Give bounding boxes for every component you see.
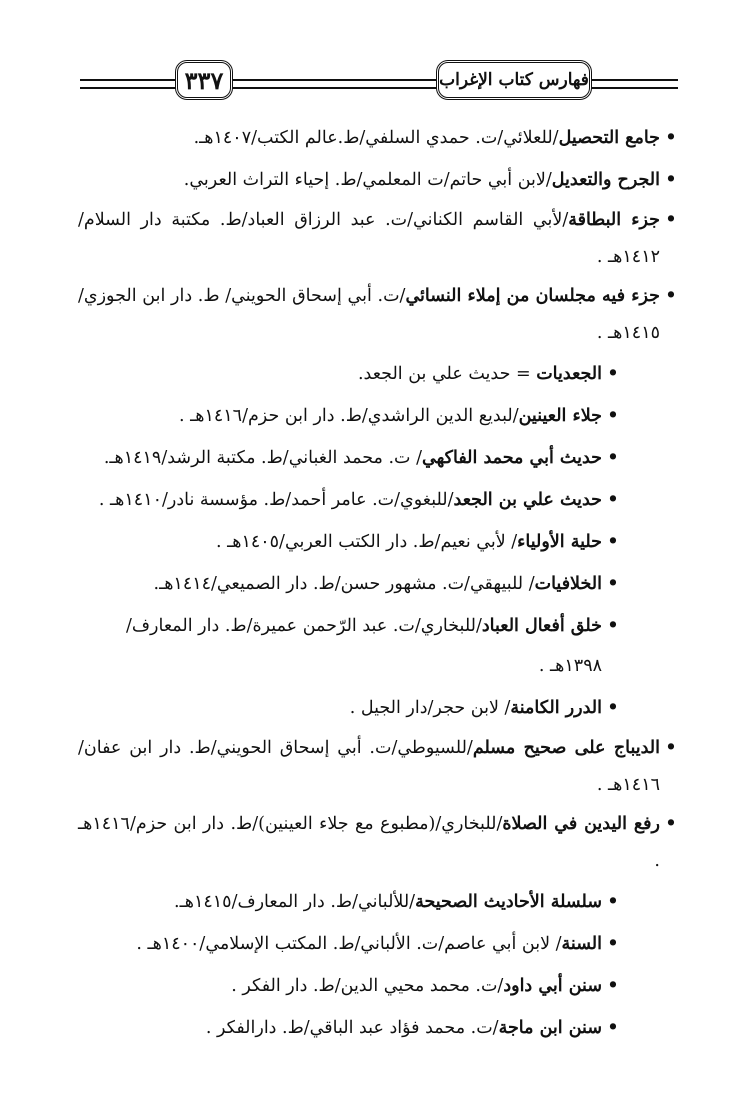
entry-title: رفع اليدين في الصلاة [502,814,661,834]
entry-title: الدرر الكامنة [510,698,602,718]
entry-details: /ت. أبي إسحاق الحويني/ ط. دار ابن الجوزي/١٤١٥هـ . [78,286,660,343]
bullet-icon: • [665,814,677,834]
entry-title: جامع التحصيل [558,128,660,148]
entry-title: جلاء العينين [518,406,602,426]
list-item [78,278,678,352]
bullet-icon: • [607,448,619,468]
bullet-icon: • [665,286,677,306]
bullet-icon: • [607,892,619,912]
entry-details: /ت. محمد فؤاد عبد الباقي/ط. دارالفكر . [205,1018,499,1038]
list-item [78,118,678,158]
bullet-icon: • [607,406,619,426]
bullet-icon: • [665,210,677,230]
entry-details: / ت. محمد الغباني/ط. مكتبة الرشد/١٤١٩هـ. [103,448,422,468]
entry-details: /لابن أبي حاتم/ت المعلمي/ط. إحياء التراث العربي. [183,170,552,190]
entry-details: / لأبي نعيم/ط. دار الكتب العربي/١٤٠٥هـ . [215,532,518,552]
entry-details: /للألباني/ط. دار المعارف/١٤١٥هـ. [174,892,416,912]
entry-details: /للعلائي/ت. حمدي السلفي/ط.عالم الكتب/١٤٠٧هـ. [193,128,559,148]
bullet-icon: • [607,490,619,510]
entry-details: /للبخاري/ت. عبد الرّحمن عميرة/ط. دار المعارف/١٣٩٨هـ . [126,616,602,676]
bullet-icon: • [607,532,619,552]
entry-details: /ت. محمد محيي الدين/ط. دار الفكر . [231,976,504,996]
entry-details: = حديث علي بن الجعد. [357,364,537,384]
bullet-icon: • [607,698,619,718]
list-item [78,882,678,922]
list-item [78,396,678,436]
page-number: ٣٣٧ [175,60,233,100]
entry-title: الديباج على صحيح مسلم [472,738,660,758]
bullet-icon: • [665,128,677,148]
list-item [78,1008,678,1048]
entry-title: سنن ابن ماجة [498,1018,602,1038]
entry-details: / لابن أبي عاصم/ت. الألباني/ط. المكتب الإسلامي/١٤٠٠هـ . [136,934,562,954]
running-title: فهارس كتاب الإغراب [436,60,592,100]
list-item [78,806,678,880]
entry-title: الخلافيات [534,574,602,594]
list-item [78,688,678,728]
entry-details: / للبيهقي/ت. مشهور حسن/ط. دار الصميعي/١٤١٤هـ. [153,574,535,594]
entry-details: /للسيوطي/ت. أبي إسحاق الحويني/ط. دار ابن عفان/١٤١٦هـ . [78,738,660,795]
list-item [78,480,678,520]
entry-title: جزء فيه مجلسان من إملاء النسائي [405,286,660,306]
list-item [78,966,678,1006]
entry-details: /للبخاري/(مطبوع مع جلاء العينين)/ط. دار ابن حزم/١٤١٦هـ . [78,814,660,871]
entry-title: حديث علي بن الجعد [453,490,602,510]
bullet-icon: • [607,616,619,636]
list-item [78,438,678,478]
entry-title: سنن أبي داود [503,976,602,996]
list-item [78,924,678,964]
bullet-icon: • [607,1018,619,1038]
bullet-icon: • [607,976,619,996]
entry-details: /لبديع الدين الراشدي/ط. دار ابن حزم/١٤١٦هـ . [178,406,519,426]
entry-details: / لابن حجر/دار الجيل . [349,698,511,718]
list-item [78,730,678,804]
bullet-icon: • [607,364,619,384]
bullet-icon: • [665,170,677,190]
list-item [78,564,678,604]
entry-title: خلق أفعال العباد [481,616,602,636]
entry-title: السنة [561,934,602,954]
entry-title: حلية الأولياء [517,532,602,552]
entry-title: الجعديات [536,364,602,384]
entry-title: حديث أبي محمد الفاكهي [422,448,602,468]
bibliography-list [78,118,678,1050]
list-item [78,202,678,276]
entry-details: /لأبي القاسم الكناني/ت. عبد الرزاق العباد/ط. مكتبة دار السلام/١٤١٢هـ . [78,210,660,267]
entry-title: الجرح والتعديل [551,170,660,190]
entry-details: /للبغوي/ت. عامر أحمد/ط. مؤسسة نادر/١٤١٠هـ . [98,490,454,510]
entry-title: سلسلة الأحاديث الصحيحة [415,892,602,912]
bullet-icon: • [607,574,619,594]
list-item [78,354,678,394]
list-item [78,522,678,562]
page-header [80,58,678,108]
entry-title: جزء البطاقة [568,210,660,230]
list-item [78,160,678,200]
list-item [78,606,678,686]
bullet-icon: • [665,738,677,758]
bullet-icon: • [607,934,619,954]
